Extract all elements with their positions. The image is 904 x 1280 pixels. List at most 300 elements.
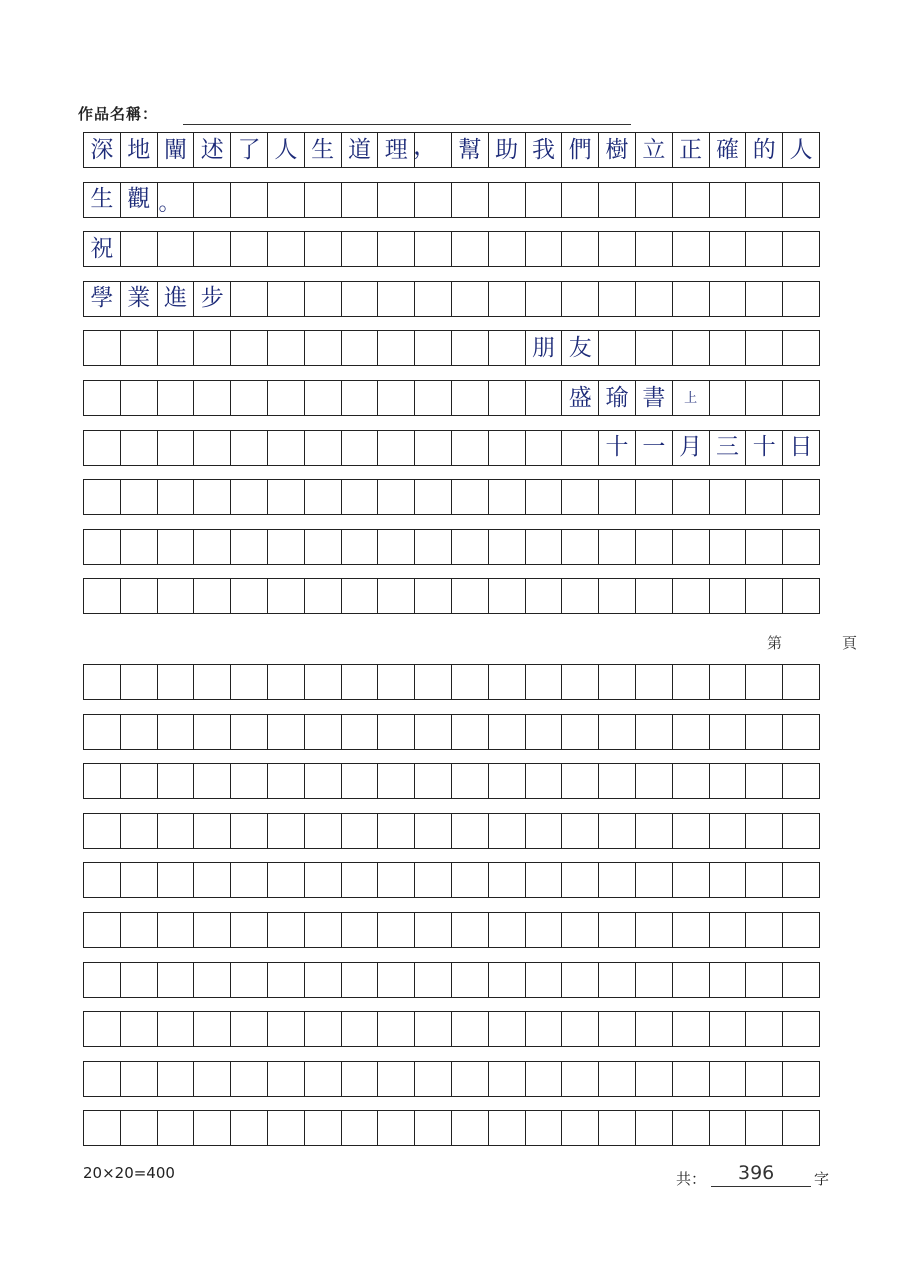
grid-cell[interactable] (452, 813, 489, 849)
grid-cell[interactable] (158, 1011, 195, 1047)
grid-cell[interactable] (158, 430, 195, 466)
grid-cell[interactable] (783, 380, 820, 416)
grid-cell[interactable] (415, 578, 452, 614)
grid-cell[interactable] (415, 962, 452, 998)
grid-cell[interactable] (194, 862, 231, 898)
grid-cell[interactable] (121, 430, 158, 466)
grid-cell[interactable] (378, 763, 415, 799)
grid-cell[interactable] (783, 330, 820, 366)
grid-cell[interactable] (378, 578, 415, 614)
grid-cell[interactable] (636, 1011, 673, 1047)
grid-cell[interactable] (342, 380, 379, 416)
grid-cell[interactable] (268, 380, 305, 416)
grid-cell[interactable] (710, 962, 747, 998)
grid-cell[interactable] (673, 714, 710, 750)
grid-cell[interactable] (342, 132, 379, 168)
grid-cell[interactable] (636, 813, 673, 849)
grid-cell[interactable] (489, 479, 526, 515)
grid-cell[interactable] (783, 430, 820, 466)
grid-cell[interactable] (415, 182, 452, 218)
grid-cell[interactable] (599, 664, 636, 700)
grid-cell[interactable] (415, 529, 452, 565)
grid-cell[interactable] (452, 912, 489, 948)
grid-cell[interactable] (415, 430, 452, 466)
grid-cell[interactable] (783, 664, 820, 700)
grid-cell[interactable] (636, 330, 673, 366)
grid-cell[interactable] (746, 231, 783, 267)
grid-cell[interactable] (378, 430, 415, 466)
grid-cell[interactable] (489, 714, 526, 750)
grid-cell[interactable] (342, 281, 379, 317)
grid-cell[interactable] (231, 231, 268, 267)
grid-cell[interactable] (746, 479, 783, 515)
grid-cell[interactable] (378, 862, 415, 898)
grid-cell[interactable] (342, 664, 379, 700)
grid-cell[interactable] (268, 330, 305, 366)
grid-cell[interactable] (562, 1011, 599, 1047)
grid-cell[interactable] (415, 132, 452, 168)
grid-cell[interactable] (562, 182, 599, 218)
grid-cell[interactable] (526, 578, 563, 614)
grid-cell[interactable] (636, 231, 673, 267)
grid-cell[interactable] (268, 862, 305, 898)
grid-cell[interactable] (121, 529, 158, 565)
grid-cell[interactable] (636, 182, 673, 218)
grid-cell[interactable] (673, 862, 710, 898)
grid-cell[interactable] (231, 330, 268, 366)
grid-cell[interactable] (378, 380, 415, 416)
grid-cell[interactable] (231, 962, 268, 998)
grid-cell[interactable] (158, 132, 195, 168)
grid-cell[interactable] (378, 479, 415, 515)
grid-cell[interactable] (710, 862, 747, 898)
grid-cell[interactable] (121, 330, 158, 366)
grid-cell[interactable] (378, 962, 415, 998)
grid-cell[interactable] (673, 813, 710, 849)
grid-cell[interactable] (599, 862, 636, 898)
grid-cell[interactable] (489, 1110, 526, 1146)
grid-cell[interactable] (636, 714, 673, 750)
grid-cell[interactable] (121, 231, 158, 267)
grid-cell[interactable] (194, 529, 231, 565)
grid-cell[interactable] (84, 714, 121, 750)
grid-cell[interactable] (710, 664, 747, 700)
grid-cell[interactable] (84, 962, 121, 998)
grid-cell[interactable] (526, 529, 563, 565)
grid-cell[interactable] (231, 1110, 268, 1146)
grid-cell[interactable] (746, 763, 783, 799)
title-line[interactable] (183, 124, 631, 125)
grid-cell[interactable] (636, 529, 673, 565)
grid-cell[interactable] (710, 231, 747, 267)
grid-cell[interactable] (562, 763, 599, 799)
grid-cell[interactable] (268, 479, 305, 515)
grid-cell[interactable] (194, 962, 231, 998)
grid-cell[interactable] (305, 479, 342, 515)
grid-cell[interactable] (121, 714, 158, 750)
grid-cell[interactable] (489, 763, 526, 799)
grid-cell[interactable] (268, 231, 305, 267)
grid-cell[interactable] (783, 479, 820, 515)
grid-cell[interactable] (710, 763, 747, 799)
grid-cell[interactable] (489, 430, 526, 466)
grid-cell[interactable] (158, 862, 195, 898)
grid-cell[interactable] (194, 813, 231, 849)
grid-cell[interactable] (158, 182, 195, 218)
grid-cell[interactable] (526, 430, 563, 466)
grid-cell[interactable] (158, 479, 195, 515)
grid-cell[interactable] (158, 912, 195, 948)
grid-cell[interactable] (599, 430, 636, 466)
grid-cell[interactable] (378, 231, 415, 267)
grid-cell[interactable] (746, 1110, 783, 1146)
grid-cell[interactable] (562, 578, 599, 614)
grid-cell[interactable] (452, 714, 489, 750)
grid-cell[interactable] (305, 714, 342, 750)
grid-cell[interactable] (599, 578, 636, 614)
grid-cell[interactable] (194, 380, 231, 416)
grid-cell[interactable] (342, 813, 379, 849)
grid-cell[interactable] (562, 529, 599, 565)
grid-cell[interactable] (415, 1061, 452, 1097)
grid-cell[interactable] (158, 281, 195, 317)
grid-cell[interactable] (231, 664, 268, 700)
grid-cell[interactable] (84, 813, 121, 849)
grid-cell[interactable] (342, 1061, 379, 1097)
grid-cell[interactable] (673, 132, 710, 168)
grid-cell[interactable] (452, 1061, 489, 1097)
grid-cell[interactable] (489, 962, 526, 998)
grid-cell[interactable] (84, 1061, 121, 1097)
grid-cell[interactable] (158, 962, 195, 998)
grid-cell[interactable] (710, 182, 747, 218)
grid-cell[interactable] (783, 182, 820, 218)
grid-cell[interactable] (84, 132, 121, 168)
grid-cell[interactable] (526, 1110, 563, 1146)
grid-cell[interactable] (342, 1110, 379, 1146)
grid-cell[interactable] (415, 862, 452, 898)
grid-cell[interactable] (452, 479, 489, 515)
grid-cell[interactable] (489, 1011, 526, 1047)
grid-cell[interactable] (526, 714, 563, 750)
grid-cell[interactable] (415, 763, 452, 799)
grid-cell[interactable] (489, 1061, 526, 1097)
grid-cell[interactable] (673, 1110, 710, 1146)
grid-cell[interactable] (746, 430, 783, 466)
grid-cell[interactable] (783, 1110, 820, 1146)
grid-cell[interactable] (415, 231, 452, 267)
grid-cell[interactable] (636, 664, 673, 700)
grid-cell[interactable] (746, 529, 783, 565)
grid-cell[interactable] (562, 330, 599, 366)
grid-cell[interactable] (342, 479, 379, 515)
grid-cell[interactable] (673, 380, 710, 416)
grid-cell[interactable] (305, 380, 342, 416)
grid-cell[interactable] (231, 281, 268, 317)
grid-cell[interactable] (84, 430, 121, 466)
grid-cell[interactable] (710, 714, 747, 750)
grid-cell[interactable] (231, 479, 268, 515)
grid-cell[interactable] (636, 962, 673, 998)
grid-cell[interactable] (636, 1061, 673, 1097)
grid-cell[interactable] (526, 231, 563, 267)
grid-cell[interactable] (673, 330, 710, 366)
grid-cell[interactable] (710, 430, 747, 466)
grid-cell[interactable] (783, 1011, 820, 1047)
grid-cell[interactable] (342, 912, 379, 948)
grid-cell[interactable] (268, 132, 305, 168)
grid-cell[interactable] (158, 578, 195, 614)
grid-cell[interactable] (305, 763, 342, 799)
grid-cell[interactable] (84, 231, 121, 267)
grid-cell[interactable] (305, 430, 342, 466)
grid-cell[interactable] (121, 763, 158, 799)
grid-cell[interactable] (783, 763, 820, 799)
grid-cell[interactable] (415, 912, 452, 948)
grid-cell[interactable] (378, 813, 415, 849)
grid-cell[interactable] (746, 813, 783, 849)
grid-cell[interactable] (746, 962, 783, 998)
grid-cell[interactable] (746, 132, 783, 168)
grid-cell[interactable] (231, 714, 268, 750)
grid-cell[interactable] (746, 281, 783, 317)
grid-cell[interactable] (268, 1110, 305, 1146)
grid-cell[interactable] (783, 962, 820, 998)
grid-cell[interactable] (746, 664, 783, 700)
grid-cell[interactable] (562, 479, 599, 515)
grid-cell[interactable] (526, 813, 563, 849)
grid-cell[interactable] (783, 132, 820, 168)
grid-cell[interactable] (194, 714, 231, 750)
grid-cell[interactable] (452, 578, 489, 614)
grid-cell[interactable] (673, 578, 710, 614)
grid-cell[interactable] (710, 330, 747, 366)
grid-cell[interactable] (452, 132, 489, 168)
grid-cell[interactable] (84, 529, 121, 565)
grid-cell[interactable] (342, 1011, 379, 1047)
grid-cell[interactable] (710, 912, 747, 948)
grid-cell[interactable] (452, 1110, 489, 1146)
grid-cell[interactable] (599, 912, 636, 948)
grid-cell[interactable] (526, 132, 563, 168)
grid-cell[interactable] (415, 664, 452, 700)
grid-cell[interactable] (231, 132, 268, 168)
grid-cell[interactable] (489, 380, 526, 416)
grid-cell[interactable] (121, 281, 158, 317)
grid-cell[interactable] (746, 862, 783, 898)
grid-cell[interactable] (158, 529, 195, 565)
grid-cell[interactable] (305, 1110, 342, 1146)
grid-cell[interactable] (673, 912, 710, 948)
grid-cell[interactable] (783, 281, 820, 317)
grid-cell[interactable] (231, 182, 268, 218)
grid-cell[interactable] (562, 430, 599, 466)
grid-cell[interactable] (673, 962, 710, 998)
grid-cell[interactable] (342, 962, 379, 998)
grid-cell[interactable] (673, 529, 710, 565)
grid-cell[interactable] (194, 912, 231, 948)
grid-cell[interactable] (599, 182, 636, 218)
grid-cell[interactable] (599, 529, 636, 565)
grid-cell[interactable] (84, 1110, 121, 1146)
grid-cell[interactable] (710, 380, 747, 416)
grid-cell[interactable] (84, 862, 121, 898)
grid-cell[interactable] (231, 1011, 268, 1047)
grid-cell[interactable] (783, 862, 820, 898)
grid-cell[interactable] (194, 763, 231, 799)
grid-cell[interactable] (121, 813, 158, 849)
grid-cell[interactable] (194, 281, 231, 317)
grid-cell[interactable] (231, 380, 268, 416)
grid-cell[interactable] (415, 330, 452, 366)
grid-cell[interactable] (121, 1061, 158, 1097)
grid-cell[interactable] (378, 330, 415, 366)
grid-cell[interactable] (415, 813, 452, 849)
grid-cell[interactable] (342, 231, 379, 267)
grid-cell[interactable] (489, 912, 526, 948)
grid-cell[interactable] (194, 330, 231, 366)
grid-cell[interactable] (231, 813, 268, 849)
grid-cell[interactable] (415, 380, 452, 416)
grid-cell[interactable] (194, 578, 231, 614)
grid-cell[interactable] (305, 182, 342, 218)
grid-cell[interactable] (268, 578, 305, 614)
grid-cell[interactable] (489, 862, 526, 898)
grid-cell[interactable] (489, 664, 526, 700)
grid-cell[interactable] (746, 1061, 783, 1097)
grid-cell[interactable] (342, 430, 379, 466)
grid-cell[interactable] (268, 962, 305, 998)
grid-cell[interactable] (194, 1061, 231, 1097)
grid-cell[interactable] (526, 664, 563, 700)
grid-cell[interactable] (526, 380, 563, 416)
grid-cell[interactable] (305, 1011, 342, 1047)
grid-cell[interactable] (415, 479, 452, 515)
grid-cell[interactable] (378, 912, 415, 948)
grid-cell[interactable] (268, 763, 305, 799)
grid-cell[interactable] (526, 1061, 563, 1097)
grid-cell[interactable] (599, 380, 636, 416)
grid-cell[interactable] (562, 912, 599, 948)
grid-cell[interactable] (526, 763, 563, 799)
grid-cell[interactable] (783, 912, 820, 948)
grid-cell[interactable] (452, 1011, 489, 1047)
grid-cell[interactable] (378, 132, 415, 168)
grid-cell[interactable] (194, 479, 231, 515)
grid-cell[interactable] (562, 380, 599, 416)
grid-cell[interactable] (452, 330, 489, 366)
grid-cell[interactable] (746, 714, 783, 750)
grid-cell[interactable] (268, 1061, 305, 1097)
grid-cell[interactable] (158, 664, 195, 700)
grid-cell[interactable] (378, 1061, 415, 1097)
grid-cell[interactable] (746, 380, 783, 416)
grid-cell[interactable] (194, 664, 231, 700)
grid-cell[interactable] (783, 231, 820, 267)
grid-cell[interactable] (636, 912, 673, 948)
grid-cell[interactable] (710, 813, 747, 849)
grid-cell[interactable] (268, 430, 305, 466)
grid-cell[interactable] (562, 962, 599, 998)
grid-cell[interactable] (121, 479, 158, 515)
grid-cell[interactable] (636, 862, 673, 898)
grid-cell[interactable] (378, 281, 415, 317)
grid-cell[interactable] (305, 529, 342, 565)
grid-cell[interactable] (305, 862, 342, 898)
grid-cell[interactable] (783, 813, 820, 849)
grid-cell[interactable] (84, 664, 121, 700)
grid-cell[interactable] (158, 380, 195, 416)
grid-cell[interactable] (415, 281, 452, 317)
grid-cell[interactable] (268, 664, 305, 700)
grid-cell[interactable] (599, 714, 636, 750)
grid-cell[interactable] (783, 1061, 820, 1097)
grid-cell[interactable] (783, 578, 820, 614)
grid-cell[interactable] (710, 529, 747, 565)
grid-cell[interactable] (489, 330, 526, 366)
grid-cell[interactable] (673, 430, 710, 466)
grid-cell[interactable] (636, 1110, 673, 1146)
grid-cell[interactable] (489, 231, 526, 267)
grid-cell[interactable] (342, 578, 379, 614)
grid-cell[interactable] (84, 330, 121, 366)
grid-cell[interactable] (158, 231, 195, 267)
grid-cell[interactable] (378, 714, 415, 750)
grid-cell[interactable] (599, 132, 636, 168)
grid-cell[interactable] (526, 912, 563, 948)
grid-cell[interactable] (673, 479, 710, 515)
grid-cell[interactable] (636, 132, 673, 168)
grid-cell[interactable] (526, 182, 563, 218)
grid-cell[interactable] (562, 281, 599, 317)
grid-cell[interactable] (452, 231, 489, 267)
grid-cell[interactable] (305, 231, 342, 267)
grid-cell[interactable] (489, 813, 526, 849)
grid-cell[interactable] (415, 1110, 452, 1146)
grid-cell[interactable] (636, 578, 673, 614)
grid-cell[interactable] (84, 281, 121, 317)
grid-cell[interactable] (452, 664, 489, 700)
grid-cell[interactable] (121, 664, 158, 700)
grid-cell[interactable] (121, 912, 158, 948)
grid-cell[interactable] (710, 578, 747, 614)
grid-cell[interactable] (710, 479, 747, 515)
grid-cell[interactable] (599, 763, 636, 799)
grid-cell[interactable] (84, 763, 121, 799)
grid-cell[interactable] (562, 231, 599, 267)
grid-cell[interactable] (305, 664, 342, 700)
grid-cell[interactable] (305, 962, 342, 998)
grid-cell[interactable] (231, 430, 268, 466)
grid-cell[interactable] (231, 862, 268, 898)
grid-cell[interactable] (710, 1110, 747, 1146)
grid-cell[interactable] (636, 281, 673, 317)
grid-cell[interactable] (452, 430, 489, 466)
grid-cell[interactable] (673, 664, 710, 700)
grid-cell[interactable] (783, 529, 820, 565)
grid-cell[interactable] (746, 912, 783, 948)
grid-cell[interactable] (121, 578, 158, 614)
grid-cell[interactable] (562, 1061, 599, 1097)
grid-cell[interactable] (84, 1011, 121, 1047)
grid-cell[interactable] (673, 182, 710, 218)
grid-cell[interactable] (562, 132, 599, 168)
grid-cell[interactable] (158, 763, 195, 799)
grid-cell[interactable] (84, 182, 121, 218)
grid-cell[interactable] (599, 1110, 636, 1146)
grid-cell[interactable] (268, 182, 305, 218)
grid-cell[interactable] (305, 912, 342, 948)
